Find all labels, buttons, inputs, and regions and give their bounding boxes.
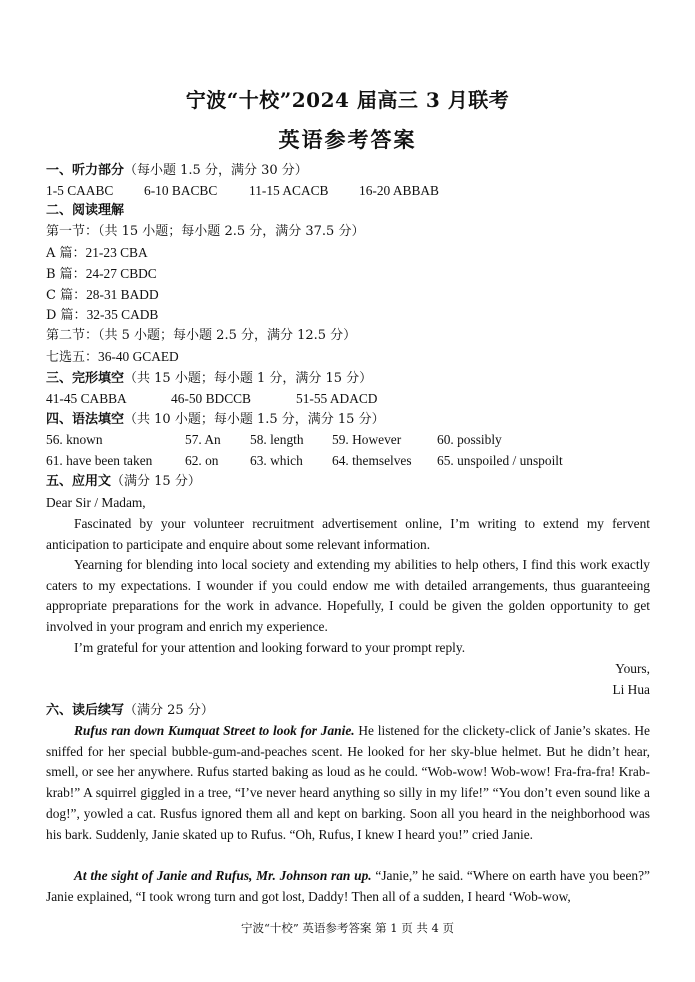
answer-group: 11-15 ACACB (249, 183, 329, 198)
grammar-answer: 62. on (185, 453, 219, 468)
answer-label: D 篇： (46, 308, 87, 323)
story-paragraph (46, 866, 650, 907)
section-writing-header (46, 471, 201, 492)
reading-answer-c (46, 285, 159, 306)
letter-paragraph: Yearning for blending into local society and extending my abilities to help others, I find this work exactly caters to my expectations. I wounder if you could endow me with detailed arrangements, thus guaranteeing appropriate preparations for the work in advance. Hopefully, I could be given the golden opportunity to get involved in your program and enrich my experience. (46, 557, 650, 635)
answer-value: 36-40 GCAED (98, 349, 179, 364)
section-listening-header (46, 160, 308, 181)
section-heading: 四、语法填空 (46, 412, 125, 427)
answer-group: 46-50 BDCCB (171, 391, 251, 406)
letter-salutation: Dear Sir / Madam, (46, 495, 146, 510)
reading-answer-seven (46, 347, 179, 368)
letter-closing: Yours, (615, 661, 650, 676)
answer-label: A 篇： (46, 246, 86, 261)
answer-group: 6-10 BACBC (144, 183, 218, 198)
page-footer: 宁波“十校” 英语参考答案 第 1 页 共 4 页 (241, 921, 454, 935)
story-body: “Janie,” he said. “Where on earth have you been?” Janie explained, “I took wrong turn and got lost, Daddy! Then all of a sudden, I heard ‘Wob-wow, (46, 868, 650, 904)
grammar-answer: 60. possibly (437, 432, 502, 447)
story-paragraph (46, 721, 650, 845)
answer-group: 41-45 CABBA (46, 391, 127, 406)
section-note: （每小题 1.5 分，满分 30 分） (124, 163, 308, 178)
letter-signature: Li Hua (612, 682, 650, 697)
answer-group: 51-55 ADACD (296, 391, 378, 406)
story-body: He listened for the clickety-click of Janie’s skates. He sniffed for her special bubble-gum-and-peaches scent. He looked for her sky-blue helmet. But he didn’t hear, smell, or see her anywhere. Rufus started baking as loud as he could. “Wob-wow! Wob-wow! Fra-fra-fra! Krab-krab!” A squirrel giggled in a tree, “I’ve never heard anything so silly in my life!” “You don’t even sound like a dog!”, yowled a cat. Rusfus ignored them all and kept on barking. Soon all you heard in the neighborhood was his bark. Suddenly, Janie skated up to Rufus. “Oh, Rufus, I knew I heard you!” cried Janie. (46, 723, 650, 842)
answer-group: 16-20 ABBAB (359, 183, 439, 198)
section-continuation-header (46, 700, 214, 721)
letter-paragraph: I’m grateful for your attention and looking forward to your prompt reply. (74, 640, 466, 655)
grammar-answer: 59. However (332, 432, 402, 447)
reading-answer-d (46, 305, 158, 326)
reading-part1-note: 第一节：（共 15 小题；每小题 2.5 分，满分 37.5 分） (46, 224, 365, 239)
grammar-answer: 58. length (250, 432, 304, 447)
exam-title: 宁波“十校”2024 届高三 3 月联考 (185, 88, 510, 112)
letter-paragraph: Fascinated by your volunteer recruitment advertisement online, I’m writing to extend my fervent anticipation to participate and enquire about some relevant information. (46, 516, 650, 552)
section-heading: 六、读后续写 (46, 703, 125, 718)
answer-value: 28-31 BADD (86, 287, 159, 302)
reading-answer-b (46, 264, 157, 285)
answer-label: C 篇： (46, 288, 87, 303)
answer-label: 七选五： (46, 350, 99, 365)
section-grammar-header (46, 409, 385, 430)
story-lead-sentence: At the sight of Janie and Rufus, Mr. Johnson ran up. (74, 868, 372, 883)
section-note: （满分 25 分） (124, 703, 214, 718)
document-title: 英语参考答案 (278, 127, 417, 152)
section-note: （满分 15 分） (111, 474, 201, 489)
section-heading: 一、听力部分 (46, 163, 125, 178)
reading-part2-note: 第二节：（共 5 小题；每小题 2.5 分，满分 12.5 分） (46, 328, 357, 343)
grammar-answer: 61. have been taken (46, 453, 153, 468)
answer-value: 32-35 CADB (86, 307, 159, 322)
grammar-answer: 64. themselves (332, 453, 412, 468)
section-reading-heading: 二、阅读理解 (46, 203, 125, 218)
section-note: （共 15 小题；每小题 1 分，满分 15 分） (124, 371, 373, 386)
grammar-answer: 56. known (46, 432, 103, 447)
answer-value: 24-27 CBDC (85, 266, 157, 281)
section-note: （共 10 小题；每小题 1.5 分，满分 15 分） (124, 412, 385, 427)
section-cloze-header (46, 368, 372, 389)
reading-answer-a (46, 243, 148, 264)
grammar-answer: 57. An (185, 432, 221, 447)
story-lead-sentence: Rufus ran down Kumquat Street to look for Janie. (74, 723, 355, 738)
section-heading: 三、完形填空 (46, 371, 125, 386)
section-heading: 五、应用文 (46, 474, 112, 489)
answer-label: B 篇： (46, 267, 86, 282)
answer-value: 21-23 CBA (85, 245, 148, 260)
answer-group: 1-5 CAABC (46, 183, 114, 198)
grammar-answer: 63. which (250, 453, 303, 468)
grammar-answer: 65. unspoiled / unspoilt (437, 453, 563, 468)
